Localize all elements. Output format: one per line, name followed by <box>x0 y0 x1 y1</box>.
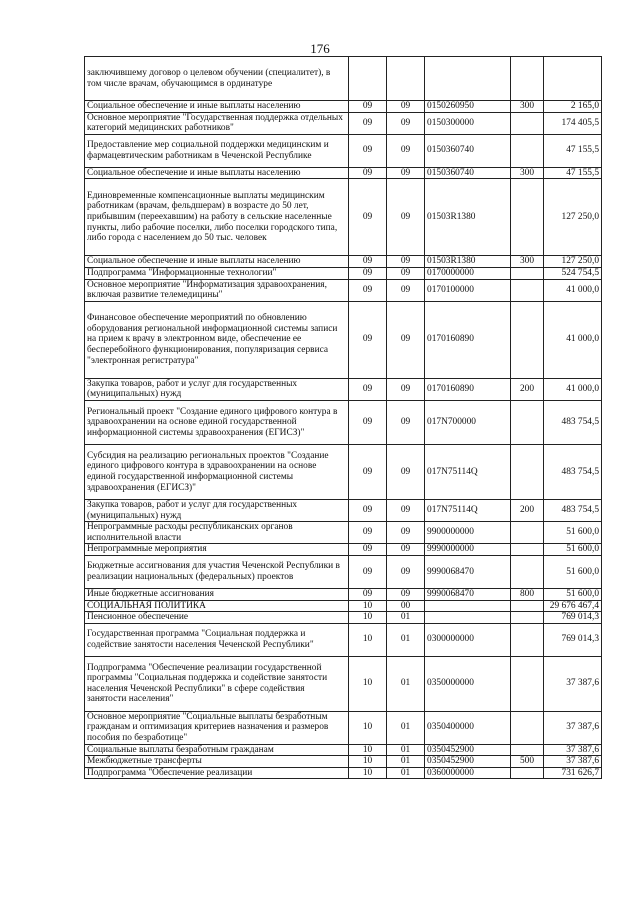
target-article-code <box>425 600 511 612</box>
expense-type-code: 200 <box>511 378 544 400</box>
amount: 41 000,0 <box>544 279 602 301</box>
amount: 51 600,0 <box>544 522 602 544</box>
table-row <box>85 101 602 113</box>
target-article-code: 0170160890 <box>425 301 511 378</box>
row-name: Единовременные компенсационные выплаты медицинским работникам (врачам, фельдшерам) в возрасте до 50 лет, прибывшим (переехавшим) на работу в сельские населенные пункты, либо рабочие поселки, либо поселки городского типа, либо города с населением до 50 тыс. человек <box>85 179 349 256</box>
section-code: 10 <box>349 744 387 756</box>
table-row <box>85 555 602 588</box>
table-row <box>85 378 602 400</box>
row-name: Социальные выплаты безработным гражданам <box>85 744 349 756</box>
row-name: Социальное обеспечение и иные выплаты населению <box>85 256 349 268</box>
target-article-code: 9900000000 <box>425 522 511 544</box>
row-name: Непрограммные мероприятия <box>85 544 349 556</box>
target-article-code: 01503R1380 <box>425 256 511 268</box>
amount: 47 155,5 <box>544 134 602 167</box>
amount: 41 000,0 <box>544 301 602 378</box>
section-code: 09 <box>349 400 387 444</box>
row-name: Пенсионное обеспечение <box>85 612 349 624</box>
amount: 127 250,0 <box>544 256 602 268</box>
table-row <box>85 301 602 378</box>
row-name: заключившему договор о целевом обучении (специалитет), в том числе врачам, обучающимся в ординатуре <box>85 57 349 101</box>
row-name: Основное мероприятие "Информатизация здравоохранения, включая развитие телемедицины" <box>85 279 349 301</box>
table-row <box>85 612 602 624</box>
target-article-code: 01503R1380 <box>425 179 511 256</box>
amount: 731 626,7 <box>544 767 602 779</box>
table-row <box>85 179 602 256</box>
budget-table-body <box>85 57 602 779</box>
amount: 37 387,6 <box>544 744 602 756</box>
subsection-code: 01 <box>387 623 425 656</box>
target-article-code: 0360000000 <box>425 767 511 779</box>
target-article-code: 017N700000 <box>425 400 511 444</box>
section-code: 09 <box>349 279 387 301</box>
row-name: Основное мероприятие "Государственная поддержка отдельных категорий медицинских работников" <box>85 112 349 134</box>
row-name: Субсидия на реализацию региональных проектов "Создание единого цифрового контура в здравоохранении на основе единой государственной информационной системы здравоохранения (ЕГИСЗ)" <box>85 444 349 499</box>
expense-type-code <box>511 544 544 556</box>
row-name: Иные бюджетные ассигнования <box>85 588 349 600</box>
table-row <box>85 134 602 167</box>
row-name: Социальное обеспечение и иные выплаты населению <box>85 101 349 113</box>
row-name: Предоставление мер социальной поддержки медицинским и фармацевтическим работникам в Чеченской Республике <box>85 134 349 167</box>
page-number: 176 <box>310 41 330 56</box>
amount: 174 405,5 <box>544 112 602 134</box>
expense-type-code: 800 <box>511 588 544 600</box>
row-name: Подпрограмма "Обеспечение реализации государственной программы "Социальная поддержка и содействие занятости населения Чеченской Республики" в сфере содействия занятости населения" <box>85 656 349 711</box>
row-name: Межбюджетные трансферты <box>85 756 349 768</box>
section-code: 09 <box>349 179 387 256</box>
table-row <box>85 756 602 768</box>
row-name: Финансовое обеспечение мероприятий по обновлению оборудования региональной информационной системы записи на прием к врачу в электронном виде, обеспечение ее бесперебойного функционирования, популяризация сервиса "электронная регистратура" <box>85 301 349 378</box>
amount: 51 600,0 <box>544 588 602 600</box>
subsection-code: 09 <box>387 444 425 499</box>
target-article-code: 0170000000 <box>425 267 511 279</box>
section-code: 09 <box>349 256 387 268</box>
table-row <box>85 400 602 444</box>
subsection-code: 01 <box>387 711 425 744</box>
section-code: 10 <box>349 623 387 656</box>
subsection-code: 09 <box>387 112 425 134</box>
table-row <box>85 112 602 134</box>
table-row <box>85 623 602 656</box>
subsection-code: 01 <box>387 744 425 756</box>
target-article-code: 0350000000 <box>425 656 511 711</box>
target-article-code: 0170100000 <box>425 279 511 301</box>
amount <box>544 57 602 101</box>
amount: 47 155,5 <box>544 167 602 179</box>
subsection-code: 09 <box>387 101 425 113</box>
subsection-code: 09 <box>387 167 425 179</box>
amount: 37 387,6 <box>544 756 602 768</box>
subsection-code: 09 <box>387 279 425 301</box>
row-name: Непрограммные расходы республиканских органов исполнительной власти <box>85 522 349 544</box>
expense-type-code <box>511 267 544 279</box>
section-code: 09 <box>349 301 387 378</box>
expense-type-code <box>511 112 544 134</box>
section-code: 10 <box>349 612 387 624</box>
row-name: Закупка товаров, работ и услуг для государственных (муниципальных) нужд <box>85 378 349 400</box>
section-code: 10 <box>349 767 387 779</box>
section-code: 09 <box>349 112 387 134</box>
target-article-code: 0300000000 <box>425 623 511 656</box>
section-code: 10 <box>349 756 387 768</box>
subsection-code: 09 <box>387 555 425 588</box>
amount: 483 754,5 <box>544 499 602 521</box>
amount: 29 676 467,4 <box>544 600 602 612</box>
target-article-code: 0150360740 <box>425 134 511 167</box>
subsection-code: 09 <box>387 256 425 268</box>
expense-type-code <box>511 767 544 779</box>
section-code: 09 <box>349 167 387 179</box>
expense-type-code <box>511 522 544 544</box>
target-article-code: 0350400000 <box>425 711 511 744</box>
table-row <box>85 744 602 756</box>
section-code: 09 <box>349 267 387 279</box>
expense-type-code <box>511 301 544 378</box>
table-row <box>85 767 602 779</box>
row-name: Основное мероприятие "Социальные выплаты безработным гражданам и оптимизация критериев назначения и размеров пособия по безработице" <box>85 711 349 744</box>
target-article-code: 9990068470 <box>425 588 511 600</box>
section-code: 09 <box>349 555 387 588</box>
target-article-code: 9990068470 <box>425 555 511 588</box>
subsection-code: 09 <box>387 378 425 400</box>
budget-table <box>84 56 602 779</box>
row-name: СОЦИАЛЬНАЯ ПОЛИТИКА <box>85 600 349 612</box>
expense-type-code <box>511 744 544 756</box>
expense-type-code <box>511 134 544 167</box>
expense-type-code: 300 <box>511 256 544 268</box>
target-article-code: 0150360740 <box>425 167 511 179</box>
amount: 483 754,5 <box>544 400 602 444</box>
amount: 524 754,5 <box>544 267 602 279</box>
section-code: 09 <box>349 544 387 556</box>
table-row <box>85 711 602 744</box>
expense-type-code <box>511 179 544 256</box>
subsection-code: 09 <box>387 544 425 556</box>
table-row <box>85 167 602 179</box>
expense-type-code <box>511 600 544 612</box>
table-row <box>85 656 602 711</box>
expense-type-code: 200 <box>511 499 544 521</box>
section-code: 09 <box>349 101 387 113</box>
table-row <box>85 279 602 301</box>
table-row <box>85 588 602 600</box>
subsection-code: 09 <box>387 134 425 167</box>
amount: 483 754,5 <box>544 444 602 499</box>
subsection-code: 01 <box>387 612 425 624</box>
target-article-code: 017N75114Q <box>425 444 511 499</box>
target-article-code: 0170160890 <box>425 378 511 400</box>
section-code: 10 <box>349 656 387 711</box>
subsection-code: 00 <box>387 600 425 612</box>
expense-type-code: 300 <box>511 101 544 113</box>
subsection-code: 09 <box>387 499 425 521</box>
target-article-code: 0350452900 <box>425 744 511 756</box>
amount: 769 014,3 <box>544 623 602 656</box>
target-article-code <box>425 57 511 101</box>
expense-type-code <box>511 444 544 499</box>
section-code: 09 <box>349 588 387 600</box>
section-code: 10 <box>349 711 387 744</box>
expense-type-code <box>511 279 544 301</box>
subsection-code: 09 <box>387 179 425 256</box>
expense-type-code <box>511 623 544 656</box>
expense-type-code <box>511 555 544 588</box>
subsection-code <box>387 57 425 101</box>
expense-type-code <box>511 711 544 744</box>
row-name: Закупка товаров, работ и услуг для государственных (муниципальных) нужд <box>85 499 349 521</box>
table-row <box>85 522 602 544</box>
section-code <box>349 57 387 101</box>
subsection-code: 09 <box>387 267 425 279</box>
amount: 2 165,0 <box>544 101 602 113</box>
target-article-code: 017N75114Q <box>425 499 511 521</box>
amount: 51 600,0 <box>544 544 602 556</box>
subsection-code: 01 <box>387 656 425 711</box>
target-article-code: 0350452900 <box>425 756 511 768</box>
table-row <box>85 444 602 499</box>
target-article-code <box>425 612 511 624</box>
amount: 37 387,6 <box>544 711 602 744</box>
subsection-code: 01 <box>387 767 425 779</box>
expense-type-code <box>511 656 544 711</box>
table-row <box>85 600 602 612</box>
section-code: 09 <box>349 444 387 499</box>
table-row <box>85 57 602 101</box>
expense-type-code: 300 <box>511 167 544 179</box>
row-name: Бюджетные ассигнования для участия Чеченской Республики в реализации национальных (федеральных) проектов <box>85 555 349 588</box>
amount: 41 000,0 <box>544 378 602 400</box>
target-article-code: 9990000000 <box>425 544 511 556</box>
expense-type-code: 500 <box>511 756 544 768</box>
expense-type-code <box>511 400 544 444</box>
subsection-code: 09 <box>387 522 425 544</box>
section-code: 10 <box>349 600 387 612</box>
subsection-code: 09 <box>387 400 425 444</box>
expense-type-code <box>511 57 544 101</box>
amount: 37 387,6 <box>544 656 602 711</box>
target-article-code: 0150260950 <box>425 101 511 113</box>
subsection-code: 09 <box>387 301 425 378</box>
amount: 51 600,0 <box>544 555 602 588</box>
row-name: Социальное обеспечение и иные выплаты населению <box>85 167 349 179</box>
row-name: Подпрограмма "Обеспечение реализации <box>85 767 349 779</box>
section-code: 09 <box>349 134 387 167</box>
subsection-code: 09 <box>387 588 425 600</box>
target-article-code: 0150300000 <box>425 112 511 134</box>
amount: 769 014,3 <box>544 612 602 624</box>
section-code: 09 <box>349 522 387 544</box>
section-code: 09 <box>349 378 387 400</box>
section-code: 09 <box>349 499 387 521</box>
subsection-code: 01 <box>387 756 425 768</box>
row-name: Государственная программа "Социальная поддержка и содействие занятости населения Чеченской Республики" <box>85 623 349 656</box>
amount: 127 250,0 <box>544 179 602 256</box>
row-name: Региональный проект "Создание единого цифрового контура в здравоохранении на основе единой государственной информационной системы здравоохранения (ЕГИСЗ)" <box>85 400 349 444</box>
table-row <box>85 499 602 521</box>
table-row <box>85 256 602 268</box>
table-row <box>85 267 602 279</box>
expense-type-code <box>511 612 544 624</box>
row-name: Подпрограмма "Информационные технологии" <box>85 267 349 279</box>
table-row <box>85 544 602 556</box>
